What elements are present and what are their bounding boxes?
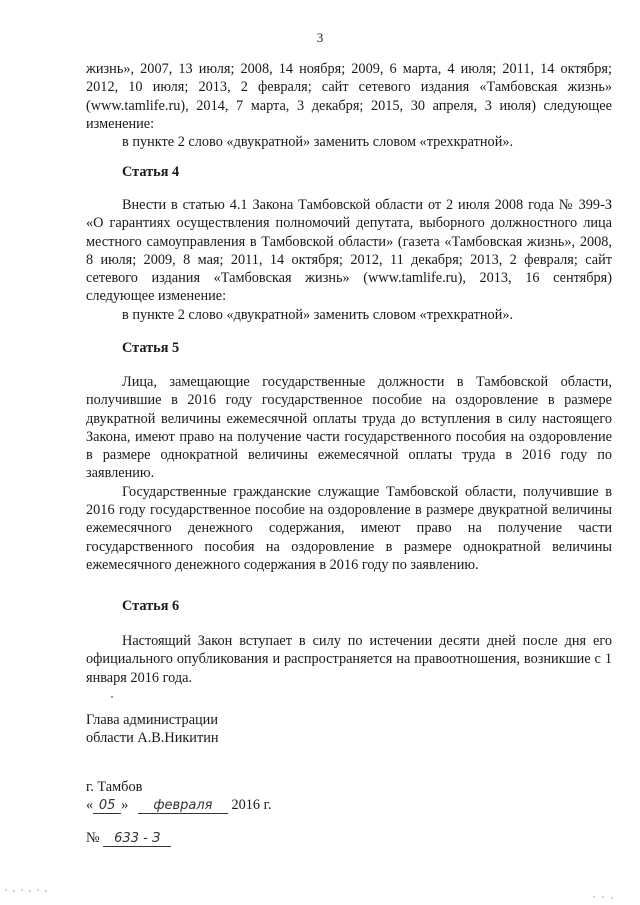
article-6-heading: Статья 6: [122, 598, 180, 614]
signature-name: области А.В.Никитин: [86, 730, 219, 746]
article-4-paragraph: Внести в статью 4.1 Закона Тамбовской области от 2 июля 2008 года № 399-З «О гарантиях осуществления полномочий депутата, выборного должностного лица местного самоуправления в Тамбовской области» (газета «Тамбовская жизнь», 2008, 8 июля; 2009, 8 мая; 2011, 14 октября; 2012, 11 декабря; 2013, 2 февраля; сайт сетевого издания «Тамбовская жизнь» (www.tamlife.ru), 2013, 16 сентября) следующее изменение:: [86, 197, 612, 305]
place-of-signing: г. Тамбов: [86, 779, 143, 795]
number-value: 633 - З: [103, 831, 171, 847]
date-close-quote: »: [121, 797, 129, 813]
article-4-change: в пункте 2 слово «двукратной» заменить словом «трехкратной».: [122, 306, 514, 323]
number-sign: №: [86, 830, 100, 846]
article-6-paragraph: Настоящий Закон вступает в силу по истечении десяти дней после дня его официального опубликования и распространяется на правоотношения, возникшие с 1 января 2016 года.: [86, 633, 612, 686]
article-5-paragraph-2: Государственные гражданские служащие Тамбовской области, получившие в 2016 году государственное пособие на оздоровление в размере двукратной величины ежемесячного денежного содержания, имеют право на получение части государственного пособия на оздоровление в размере однократной величины ежемесячного денежного содержания в 2016 году по заявлению.: [86, 483, 612, 573]
intro-paragraph: жизнь», 2007, 13 июля; 2008, 14 ноября; 2009, 6 марта, 4 июля; 2011, 14 октября; 2012, 10 июля; 2013, 2 февраля; сайт сетевого издания «Тамбовская жизнь» (www.tamlife.ru), 2014, 7 марта, 3 декабря; 2015, 30 апреля, 3 июля) следующее изменение:: [86, 61, 612, 132]
article-5-heading: Статья 5: [122, 340, 180, 356]
signature-title: Глава администрации: [86, 712, 218, 728]
date-day: 05: [93, 798, 121, 814]
date-open-quote: «: [86, 797, 94, 813]
intro-change: в пункте 2 слово «двукратной» заменить словом «трехкратной».: [122, 134, 514, 151]
page-number: 3: [316, 30, 324, 45]
article-4-heading: Статья 4: [122, 164, 180, 180]
date-year: 2016 г.: [231, 797, 272, 813]
date-month: февраля: [138, 798, 228, 814]
article-5-paragraph-1: Лица, замещающие государственные должности в Тамбовской области, получившие в 2016 году государственное пособие на оздоровление в размере двукратной величины ежемесячной оплаты труда до вступления в силу настоящего Закона, имеют право на получение части государственного пособия на оздоровление в размере однократной величины ежемесячной оплаты труда в 2016 году по заявлению.: [86, 374, 612, 482]
